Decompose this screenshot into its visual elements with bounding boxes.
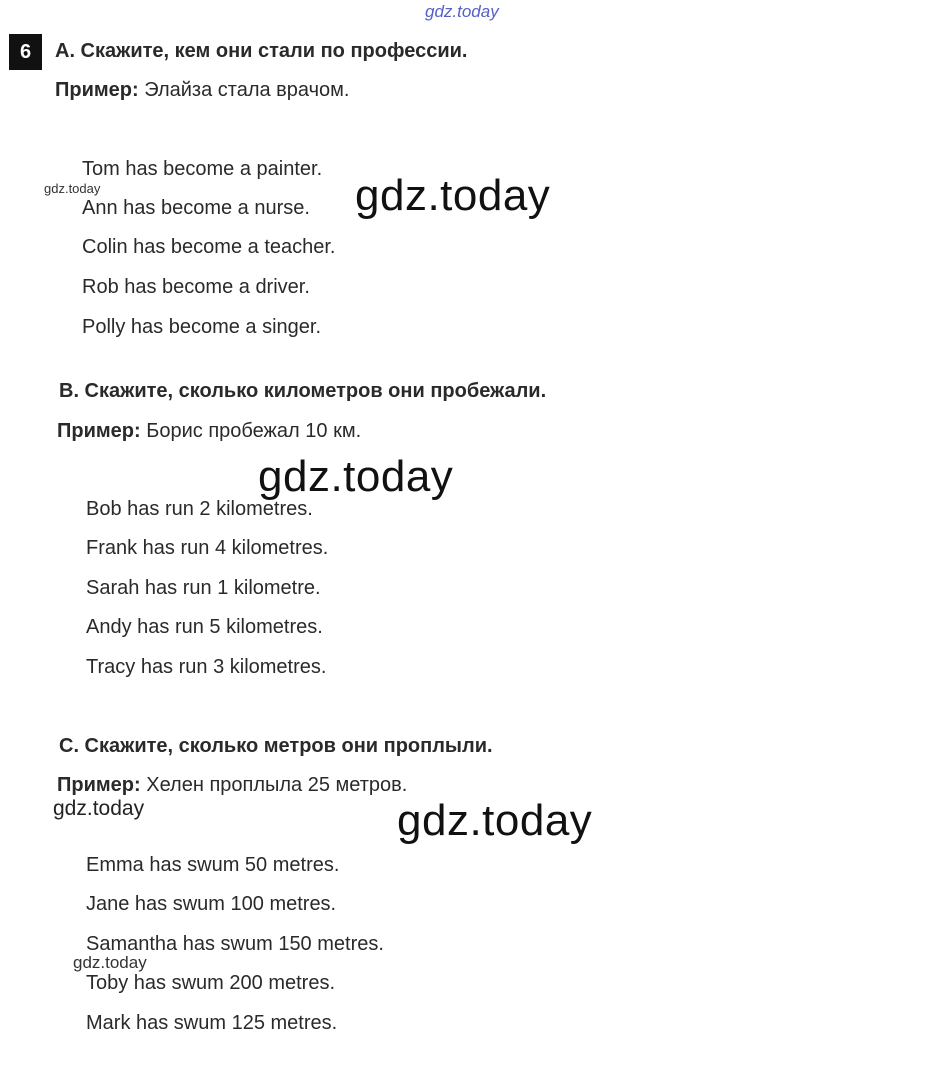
section-c-example (57, 774, 407, 797)
section-b-example (57, 420, 361, 443)
section-c-line: Mark has swum 125 metres. (86, 1012, 338, 1034)
section-c-heading: C. Скажите, сколько метров они проплыли. (59, 735, 493, 757)
section-a-example-text: Элайза стала врачом. (138, 79, 350, 101)
section-a-line: Polly has become a singer. (82, 316, 322, 338)
section-c-line: Jane has swum 100 metres. (86, 893, 337, 915)
section-b-heading: B. Скажите, сколько километров они пробежали. (59, 380, 547, 402)
watermark-mid-c: gdz.today (53, 797, 145, 820)
watermark-top: gdz.today (425, 2, 499, 21)
section-b-line: Andy has run 5 kilometres. (86, 616, 323, 638)
section-b-line: Frank has run 4 kilometres. (86, 537, 329, 559)
section-a-heading: A. Скажите, кем они стали по профессии. (55, 40, 468, 62)
section-a-line: Ann has become a nurse. (82, 197, 310, 219)
section-b-example-text: Борис пробежал 10 км. (140, 420, 362, 442)
section-b-line: Tracy has run 3 kilometres. (86, 656, 327, 678)
section-a-line: Tom has become a painter. (82, 158, 323, 180)
watermark-large-b: gdz.today (258, 452, 454, 501)
section-c-example-text: Хелен проплыла 25 метров. (140, 774, 408, 796)
watermark-small-a: gdz.today (44, 181, 101, 196)
section-c-line: Samantha has swum 150 metres. (86, 933, 384, 955)
section-a-line: Colin has become a teacher. (82, 236, 336, 258)
watermark-large-c: gdz.today (397, 796, 593, 845)
watermark-small-c: gdz.today (73, 953, 147, 972)
section-a-example (55, 79, 349, 102)
section-a-example-label: Пример: (55, 79, 139, 101)
section-a-line: Rob has become a driver. (82, 276, 310, 298)
section-b-example-label: Пример: (57, 420, 141, 442)
watermark-large-a: gdz.today (355, 171, 551, 220)
section-c-line: Toby has swum 200 metres. (86, 972, 335, 994)
exercise-number-badge: 6 (9, 34, 42, 70)
section-b-line: Sarah has run 1 kilometre. (86, 577, 321, 599)
section-c-example-label: Пример: (57, 774, 141, 796)
section-c-line: Emma has swum 50 metres. (86, 854, 340, 876)
section-b-line: Bob has run 2 kilometres. (86, 498, 313, 520)
